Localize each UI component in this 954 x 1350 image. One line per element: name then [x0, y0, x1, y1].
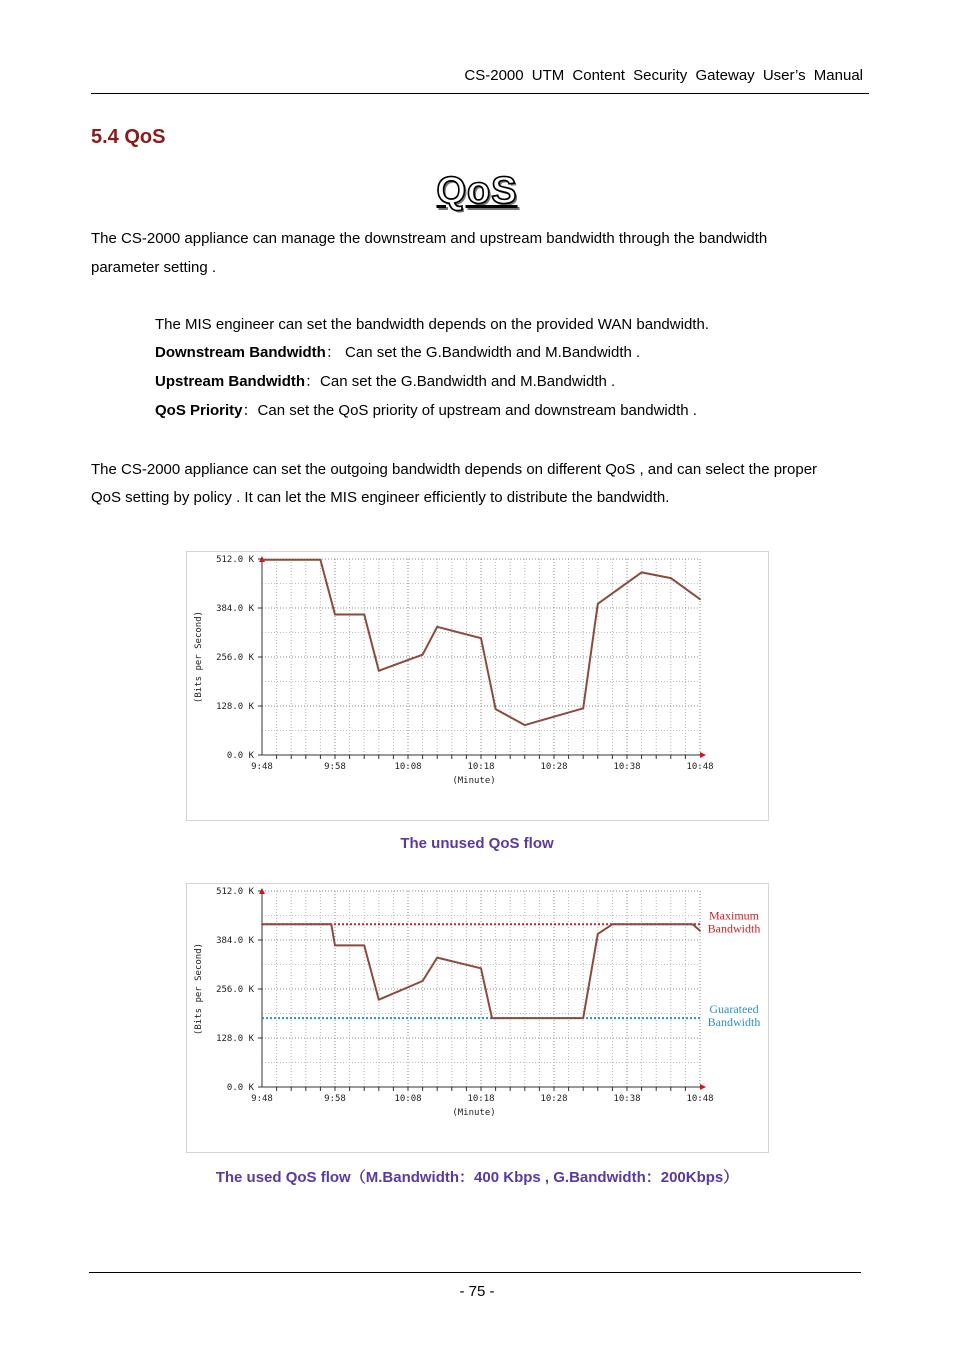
used-qos-chart	[186, 883, 769, 1153]
chart-caption-used: The used QoS flow（M.Bandwidth：400 Kbps , G.Bandwidth：200Kbps）	[215, 1169, 739, 1186]
x-tick-label: 10:18	[467, 1094, 495, 1104]
used-qos-chart-svg	[187, 884, 768, 1152]
data-point	[641, 571, 643, 573]
x-tick-label: 10:48	[686, 1094, 714, 1104]
chart-caption-unused: The unused QoS flow	[400, 835, 554, 852]
data-point	[699, 598, 701, 600]
data-point	[334, 614, 336, 616]
y-tick-label: 0.0 K	[226, 1083, 254, 1093]
data-point	[261, 923, 263, 925]
priority-label: QoS Priority	[155, 402, 243, 419]
upstream-line	[155, 367, 615, 396]
data-point	[480, 967, 482, 969]
x-tick-label: 10:28	[540, 762, 568, 772]
data-point	[422, 980, 424, 982]
x-axis-label: (Minute)	[452, 776, 496, 786]
reference-label: Bandwidth	[707, 1015, 761, 1030]
x-tick-label: 10:38	[613, 1094, 641, 1104]
data-point	[495, 708, 497, 710]
y-tick-label: 0.0 K	[226, 751, 254, 761]
data-point	[320, 559, 322, 561]
reference-label: Guarateed	[709, 1002, 759, 1017]
data-point	[330, 923, 332, 925]
downstream-text: ： Can set the G.Bandwidth and M.Bandwidth .	[325, 344, 641, 361]
x-tick-label: 9:48	[251, 1094, 273, 1104]
x-tick-label: 10:48	[686, 762, 714, 772]
upstream-text: ：Can set the G.Bandwidth and M.Bandwidth .	[305, 373, 616, 390]
data-point	[597, 933, 599, 935]
data-point	[436, 626, 438, 628]
x-tick-label: 10:08	[394, 1094, 422, 1104]
data-point	[699, 930, 701, 932]
x-tick-label: 10:18	[467, 762, 495, 772]
x-tick-label: 10:28	[540, 1094, 568, 1104]
priority-text: ：Can set the QoS priority of upstream and downstream bandwidth .	[242, 402, 697, 419]
data-point	[491, 1017, 493, 1019]
downstream-label: Downstream Bandwidth	[155, 344, 326, 361]
page-number: - 75 -	[459, 1283, 495, 1300]
y-tick-label: 512.0 K	[216, 555, 254, 565]
header-divider	[91, 93, 869, 94]
y-tick-label: 256.0 K	[216, 985, 254, 995]
intro-line-2: parameter setting .	[91, 259, 217, 276]
data-point	[422, 654, 424, 656]
data-point	[363, 944, 365, 946]
section-heading: 5.4 QoS	[91, 126, 166, 148]
y-tick-label: 128.0 K	[216, 1034, 254, 1044]
x-axis-label: (Minute)	[452, 1108, 496, 1118]
data-point	[378, 999, 380, 1001]
y-axis-label: (Bits per Second)	[194, 942, 204, 1036]
x-tick-label: 10:38	[613, 762, 641, 772]
downstream-line	[155, 338, 640, 367]
x-tick-label: 9:48	[251, 762, 273, 772]
y-tick-label: 384.0 K	[216, 936, 254, 946]
data-point	[597, 603, 599, 605]
data-point	[436, 957, 438, 959]
x-tick-label: 9:58	[324, 1094, 346, 1104]
data-point	[582, 707, 584, 709]
outgoing-line-1: The CS-2000 appliance can set the outgoing bandwidth depends on different QoS , and can select the proper	[91, 461, 818, 478]
unused-qos-chart-svg	[187, 552, 768, 820]
x-tick-label: 9:58	[324, 762, 346, 772]
data-point	[334, 944, 336, 946]
data-point	[612, 923, 614, 925]
intro-line-1: The CS-2000 appliance can manage the downstream and upstream bandwidth through the bandwidth	[91, 230, 768, 247]
priority-line	[155, 396, 697, 425]
y-tick-label: 128.0 K	[216, 702, 254, 712]
data-point	[582, 1017, 584, 1019]
section-title: QoS	[436, 170, 518, 212]
x-axis-arrow	[700, 752, 706, 758]
data-point	[378, 670, 380, 672]
reference-label: Maximum	[709, 908, 759, 923]
data-point	[524, 724, 526, 726]
y-tick-label: 512.0 K	[216, 887, 254, 897]
manual-header: CS-2000 UTM Content Security Gateway User’s Manual	[464, 67, 863, 84]
footer-divider	[89, 1272, 861, 1273]
details-lead: The MIS engineer can set the bandwidth depends on the provided WAN bandwidth.	[155, 316, 709, 333]
data-point	[692, 923, 694, 925]
y-tick-label: 384.0 K	[216, 604, 254, 614]
data-point	[670, 577, 672, 579]
x-tick-label: 10:08	[394, 762, 422, 772]
data-point	[363, 614, 365, 616]
y-tick-label: 256.0 K	[216, 653, 254, 663]
reference-label: Bandwidth	[707, 921, 761, 936]
unused-qos-chart	[186, 551, 769, 821]
outgoing-line-2: QoS setting by policy . It can let the MIS engineer efficiently to distribute the bandwidth.	[91, 489, 670, 506]
x-axis-arrow	[700, 1084, 706, 1090]
upstream-label: Upstream Bandwidth	[155, 373, 306, 390]
data-point	[480, 637, 482, 639]
series-line	[262, 924, 700, 1018]
y-axis-label: (Bits per Second)	[194, 610, 204, 704]
data-point	[261, 559, 263, 561]
